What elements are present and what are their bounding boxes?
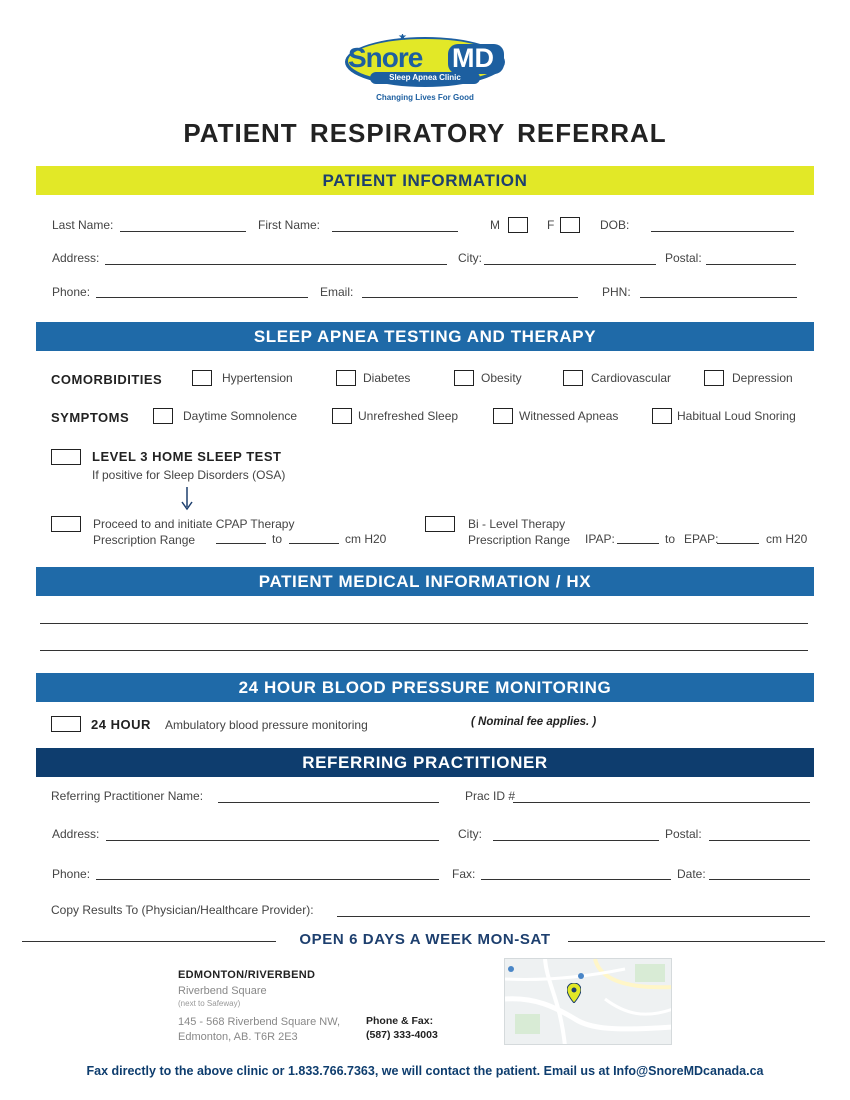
female-label: F	[547, 218, 555, 232]
ipap-field[interactable]	[617, 543, 659, 544]
obesity-checkbox[interactable]	[454, 370, 474, 386]
epap-field[interactable]	[717, 543, 759, 544]
practitioner-city-label: City:	[458, 827, 482, 841]
logo-brand-left: Snore	[348, 42, 423, 73]
female-checkbox[interactable]	[560, 217, 580, 233]
cardiovascular-checkbox[interactable]	[563, 370, 583, 386]
bilevel-therapy-checkbox[interactable]	[425, 516, 455, 532]
first-name-label: First Name:	[258, 218, 321, 232]
postal-field[interactable]	[706, 264, 796, 265]
cpap-range-max-field[interactable]	[289, 543, 339, 544]
cpap-line1: Proceed to and initiate CPAP Therapy	[93, 517, 295, 531]
witnessed-apneas-checkbox[interactable]	[493, 408, 513, 424]
cpap-therapy-checkbox[interactable]	[51, 516, 81, 532]
dob-label: DOB:	[600, 218, 630, 232]
practitioner-phone-label: Phone:	[52, 867, 91, 881]
comorbidities-label: COMORBIDITIES	[51, 372, 163, 387]
cpap-range-min-field[interactable]	[216, 543, 266, 544]
last-name-label: Last Name:	[52, 218, 114, 232]
practitioner-name-field[interactable]	[218, 802, 439, 803]
section-medical-hx: PATIENT MEDICAL INFORMATION / HX	[36, 567, 814, 596]
phone-field[interactable]	[96, 297, 308, 298]
logo-tagline: Changing Lives For Good	[376, 93, 474, 102]
bp-monitoring-checkbox[interactable]	[51, 716, 81, 732]
copy-results-field[interactable]	[337, 916, 810, 917]
clinic-address-line1: 145 - 568 Riverbend Square NW,	[178, 1016, 341, 1028]
hypertension-checkbox[interactable]	[192, 370, 212, 386]
unrefreshed-sleep-checkbox[interactable]	[332, 408, 352, 424]
clinic-map[interactable]	[504, 958, 672, 1045]
last-name-field[interactable]	[120, 231, 246, 232]
obesity-label: Obesity	[481, 371, 522, 385]
practitioner-address-label: Address:	[52, 827, 100, 841]
hypertension-label: Hypertension	[222, 371, 293, 385]
clinic-name: EDMONTON/RIVERBEND	[178, 969, 316, 981]
logo-brand-right: MD	[452, 43, 494, 73]
witnessed-apneas-label: Witnessed Apneas	[519, 409, 619, 423]
habitual-loud-snoring-checkbox[interactable]	[652, 408, 672, 424]
clinic-note: (next to Safeway)	[178, 999, 241, 1008]
bp-description: Ambulatory blood pressure monitoring	[165, 718, 368, 732]
ipap-label: IPAP:	[585, 532, 615, 546]
cpap-line2: Prescription Range	[93, 533, 196, 547]
logo-subtitle: Sleep Apnea Clinic	[389, 73, 461, 82]
practitioner-date-field[interactable]	[709, 879, 810, 880]
cpap-unit-label: cm H20	[345, 532, 387, 546]
page-title: PATIENT RESPIRATORY REFERRAL	[183, 118, 667, 148]
prac-id-label: Prac ID #	[465, 789, 516, 803]
habitual-loud-snoring-label: Habitual Loud Snoring	[677, 409, 796, 423]
clinic-place: Riverbend Square	[178, 985, 267, 997]
first-name-field[interactable]	[332, 231, 458, 232]
snoremd-logo	[340, 34, 510, 106]
practitioner-city-field[interactable]	[493, 840, 659, 841]
male-label: M	[490, 218, 500, 232]
cpap-to-label: to	[272, 532, 283, 546]
epap-label: EPAP:	[684, 532, 719, 546]
email-field[interactable]	[362, 297, 578, 298]
bilevel-line2: Prescription Range	[468, 533, 571, 547]
address-label: Address:	[52, 251, 100, 265]
level3-sleep-test-checkbox[interactable]	[51, 449, 81, 465]
practitioner-address-field[interactable]	[106, 840, 439, 841]
depression-checkbox[interactable]	[704, 370, 724, 386]
unrefreshed-sleep-label: Unrefreshed Sleep	[358, 409, 459, 423]
practitioner-postal-label: Postal:	[665, 827, 702, 841]
section-referring-practitioner: REFERRING PRACTITIONER	[36, 748, 814, 777]
diabetes-label: Diabetes	[363, 371, 411, 385]
copy-results-label: Copy Results To (Physician/Healthcare Provider):	[51, 903, 314, 917]
medical-hx-line-2[interactable]	[40, 650, 808, 651]
phn-field[interactable]	[640, 297, 797, 298]
address-field[interactable]	[105, 264, 447, 265]
prac-id-field[interactable]	[513, 802, 810, 803]
section-sleep-apnea: SLEEP APNEA TESTING AND THERAPY	[36, 322, 814, 351]
clinic-address-line2: Edmonton, AB. T6R 2E3	[178, 1031, 298, 1043]
city-field[interactable]	[484, 264, 656, 265]
practitioner-postal-field[interactable]	[709, 840, 810, 841]
daytime-somnolence-checkbox[interactable]	[153, 408, 173, 424]
symptoms-label: SYMPTOMS	[51, 410, 130, 425]
email-label: Email:	[320, 285, 354, 299]
postal-label: Postal:	[665, 251, 702, 265]
bilevel-unit-label: cm H20	[766, 532, 808, 546]
phn-label: PHN:	[602, 285, 631, 299]
city-label: City:	[458, 251, 482, 265]
bilevel-line1: Bi - Level Therapy	[468, 517, 566, 531]
bp-fee-note: ( Nominal fee applies. )	[471, 716, 597, 728]
dob-field[interactable]	[651, 231, 794, 232]
daytime-somnolence-label: Daytime Somnolence	[183, 409, 298, 423]
bilevel-to-label: to	[665, 532, 676, 546]
practitioner-name-label: Referring Practitioner Name:	[51, 789, 204, 803]
divider-right	[568, 941, 825, 942]
phone-label: Phone:	[52, 285, 91, 299]
diabetes-checkbox[interactable]	[336, 370, 356, 386]
practitioner-phone-field[interactable]	[96, 879, 439, 880]
practitioner-date-label: Date:	[677, 867, 706, 881]
svg-text:★: ★	[398, 34, 407, 43]
open-days-banner: OPEN 6 DAYS A WEEK MON-SAT	[299, 931, 551, 948]
down-arrow-icon	[181, 487, 193, 511]
clinic-phone: (587) 333-4003	[366, 1029, 438, 1041]
section-patient-information: PATIENT INFORMATION	[36, 166, 814, 195]
practitioner-fax-field[interactable]	[481, 879, 671, 880]
map-pin-icon	[567, 983, 581, 1003]
male-checkbox[interactable]	[508, 217, 528, 233]
footer-contact: Fax directly to the above clinic or 1.833.766.7363, we will contact the patient. Email us at Info@SnoreMDcanada.ca	[86, 1064, 764, 1078]
depression-label: Depression	[732, 371, 793, 385]
medical-hx-line-1[interactable]	[40, 623, 808, 624]
section-blood-pressure: 24 HOUR BLOOD PRESSURE MONITORING	[36, 673, 814, 702]
level3-sleep-test-subtitle: If positive for Sleep Disorders (OSA)	[92, 468, 286, 482]
divider-left	[22, 941, 276, 942]
bp-24-hour-label: 24 HOUR	[91, 717, 151, 732]
clinic-phone-label: Phone & Fax:	[366, 1015, 434, 1027]
practitioner-fax-label: Fax:	[452, 867, 476, 881]
cardiovascular-label: Cardiovascular	[591, 371, 672, 385]
level3-sleep-test-title: LEVEL 3 HOME SLEEP TEST	[92, 449, 282, 464]
